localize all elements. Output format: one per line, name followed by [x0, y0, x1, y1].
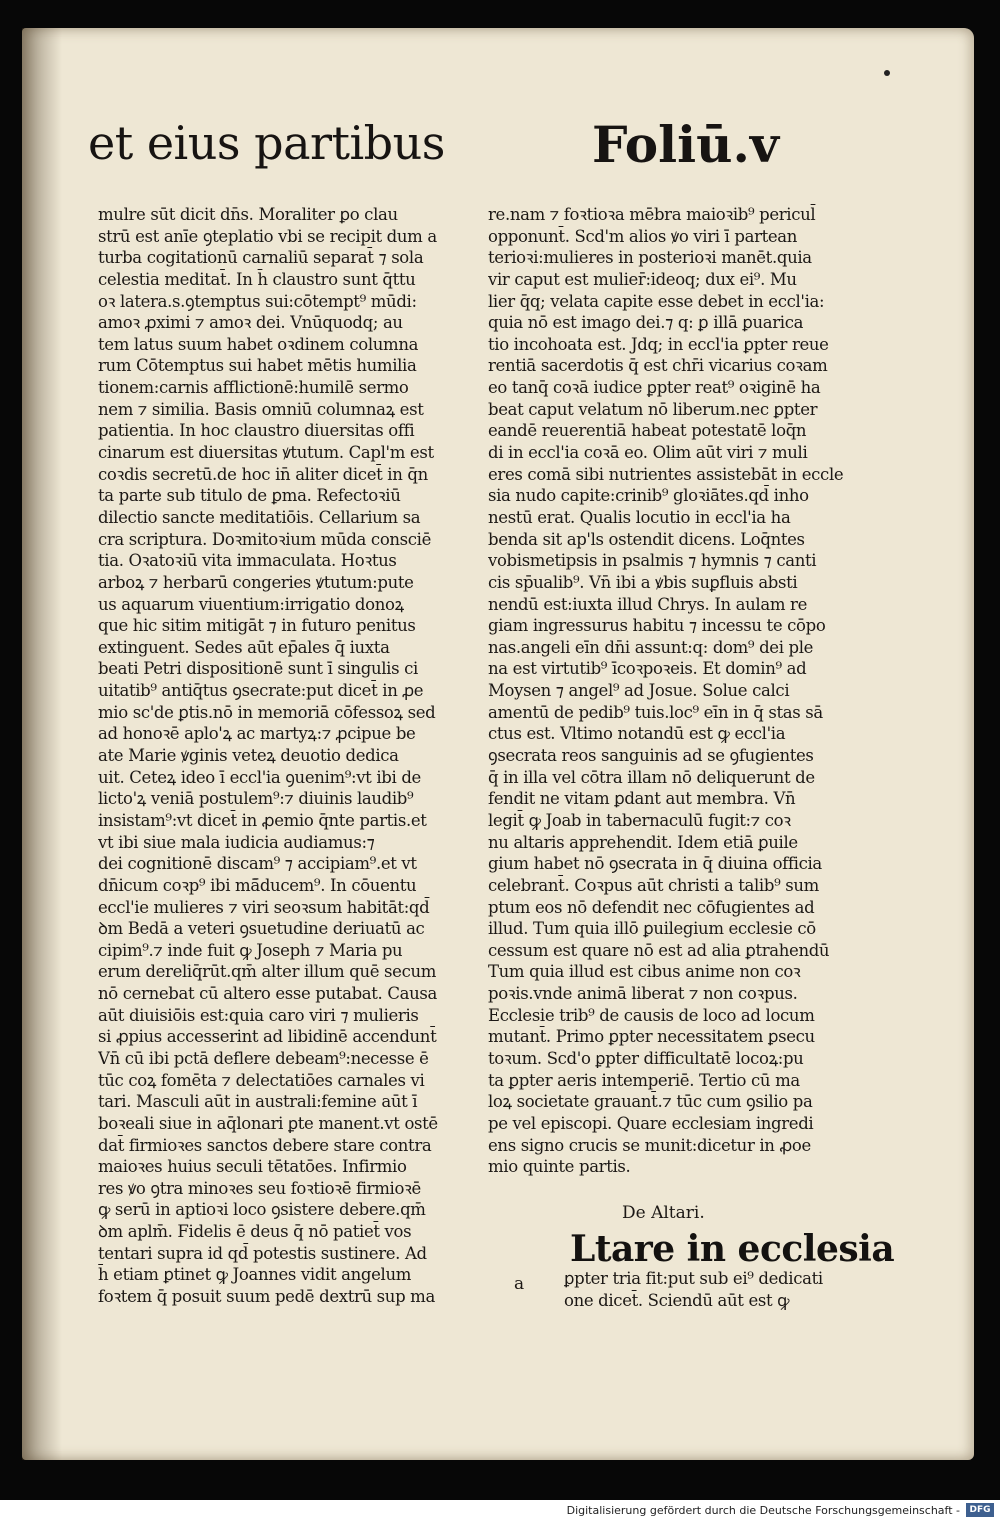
text-line: eccl'ie mulieres ⁊ viri seoꝛsum habitāt:qd̄ [98, 897, 430, 917]
text-line: us aquarum viuentium:irrigatio donoꝝ [98, 594, 404, 614]
text-line: ꝺm aplm̄. Fidelis ē deus q̄ nō patiet̄ vos [98, 1222, 412, 1242]
text-line: turba cogitationū carnaliū separat̄ ⁊ sola [98, 248, 424, 268]
text-line: nas.angeli eīn dn̄i assunt:q: dom⁹ dei ple [488, 637, 814, 657]
text-line: q̄ in illa vel cōtra illam nō deliquerunt de [488, 767, 815, 787]
text-line: tia. Oꝛatoꝛiū vita immaculata. Hoꝛtus [98, 551, 397, 571]
text-line: ens signo crucis se munit:dicetur in ꝓoe [488, 1135, 811, 1155]
text-line: foꝛtem q̄ posuit suum pedē dextrū sup ma [98, 1287, 435, 1307]
text-line: poꝛis.vnde animā liberat ⁊ non coꝛpus. [488, 984, 798, 1004]
text-line: opponunt̄. Scd'm alios ꝟo viri ī partean [488, 226, 798, 246]
ink-spot [884, 70, 890, 76]
text-line: tem latus suum habet oꝛdinem columna [98, 334, 419, 354]
text-line: cra scriptura. Doꝛmitoꝛium mūda consciē [98, 529, 432, 549]
text-line: eandē reuerentiā habeat potestatē loq̄n [488, 421, 807, 441]
text-line: amoꝛ ꝓximi ⁊ amoꝛ dei. Vnūquodq; au [98, 313, 403, 333]
text-line: tionem:carnis afflictionē:humilē sermo [98, 378, 409, 398]
text-line: aūt diuisiōis est:quia caro viri ⁊ mulieris [98, 1005, 419, 1025]
text-line: rentiā sacerdotis q̄ est chr̄i vicarius coꝛam [488, 356, 828, 376]
text-line: uitatib⁹ antiq̄tus ꝯsecrate:put dicet̄ in ꝓe [98, 681, 424, 701]
text-line: Ecclesie trib⁹ de causis de loco ad locum [488, 1005, 815, 1025]
text-line: tio incohoata est. Jdq; in eccl'ia ꝑpter reue [488, 334, 829, 354]
text-line: re.nam ⁊ foꝛtioꝛa mēbra maioꝛib⁹ pericul̄ [488, 205, 816, 224]
text-line: beat caput velatum nō liberum.nec ꝑpter [488, 399, 818, 419]
text-line: loꝝ societate grauant̄.⁊ tūc cum ꝯsilio pa [488, 1092, 813, 1112]
text-line: di in eccl'ia coꝛā eo. Olim aūt viri ⁊ muli [488, 443, 808, 463]
folio-number: Foliū.v [592, 115, 779, 174]
text-line: mio quinte partis. [488, 1157, 631, 1177]
text-line: legit̄ ꝙ Joab in tabernaculū fugit:⁊ coꝛ [488, 810, 791, 830]
text-line: gium habet nō ꝯsecrata in q̄ diuina officia [488, 854, 822, 874]
text-line: tūc coꝝ fomēta ⁊ delectatiōes carnales vi [98, 1070, 425, 1090]
text-line: ꝙ serū in aptioꝛi loco ꝯsistere debere.qm̄ [98, 1200, 426, 1220]
text-line: beati Petri dispositionē sunt ī singulis ci [98, 659, 418, 679]
text-line: mio sc'de ꝑtis.nō in memoriā cōfessoꝝ sed [98, 702, 436, 722]
text-line: insistam⁹:vt dicet̄ in ꝓemio q̄nte partis.et [98, 810, 427, 830]
text-line: eres comā sibi nutrientes assistebāt in eccle [488, 464, 844, 484]
section-heading: De Altari. [622, 1203, 705, 1223]
text-line: cinarum est diuersitas ꝟtutum. Capl'm est [98, 443, 434, 463]
text-line: amentū de pedib⁹ tuis.loc⁹ eīn in q̄ stas sā [488, 702, 823, 722]
initial-guide-letter: a [514, 1274, 525, 1294]
text-line: ctus est. Vltimo notandū est ꝙ eccl'ia [488, 724, 786, 744]
text-line: nestū erat. Qualis locutio in eccl'ia ha [488, 507, 791, 527]
text-line: strū est anīe ꝯteplatio vbi se recipit dum a [98, 226, 437, 246]
text-line: uit. Ceteꝝ ideo ī eccl'ia ꝯuenim⁹:vt ibi de [98, 767, 421, 787]
text-line: erum dereliq̄rūt.qm̄ alter illum quē secum [98, 962, 437, 982]
text-line: eo tanq̄ coꝛā iudice ꝑpter reat⁹ oꝛiginē ha [488, 378, 821, 398]
text-line: vir caput est mulier̄:ideoq; dux ei⁹. Mu [488, 269, 797, 289]
text-line: oꝛ latera.s.ꝯtemptus sui:cōtempt⁹ mūdi: [98, 291, 417, 311]
gutter-shadow [22, 28, 62, 1460]
running-title: et eius partibus [88, 116, 445, 170]
text-line: arboꝝ ⁊ herbarū congeries ꝟtutum:pute [98, 572, 414, 592]
text-line: lier q̄q; velata capite esse debet in eccl'ia: [488, 291, 825, 311]
text-line: cessum est quare nō est ad alia ꝑtrahendū [488, 940, 830, 960]
text-line: dei cognitionē discam⁹ ⁊ accipiam⁹.et vt [98, 854, 417, 874]
text-line: benda sit ap'ls ostendit dicens. Loq̄ntes [488, 529, 805, 549]
text-line: extinguent. Sedes aūt ep̄ales q̄ iuxta [98, 637, 390, 657]
text-line: ta parte sub titulo de ꝑma. Refectoꝛiū [98, 486, 401, 506]
text-line: que hic sitim mitigāt ⁊ in futuro penitus [98, 616, 416, 636]
section-lead-line: Ltare in ecclesia [570, 1228, 895, 1270]
text-line: coꝛdis secretū.de hoc in̄ aliter dicet̄ in q̄n [98, 464, 428, 484]
text-line: nu altaris apprehendit. Idem etiā ꝑuile [488, 832, 798, 852]
text-line: tari. Masculi aūt in australi:femine aūt ī [98, 1092, 418, 1112]
text-line: dilectio sancte meditatiōis. Cellarium sa [98, 507, 421, 527]
text-line: celebrant̄. Coꝛpus aūt christi a talib⁹ sum [488, 875, 819, 895]
text-line: giam ingressurus habitu ⁊ incessu te cōpo [488, 616, 826, 636]
text-line: illud. Tum quia illō ꝑuilegium ecclesie cō [488, 919, 816, 939]
text-line: patientia. In hoc claustro diuersitas offi [98, 421, 415, 441]
left-text-column [98, 204, 468, 1308]
footer-bar [0, 1500, 1000, 1522]
footer-credit: Digitalisierung gefördert durch die Deutsche Forschungsgemeinschaft - [566, 1504, 960, 1517]
text-line: ꝑpter tria fit:put sub ei⁹ dedicati [564, 1269, 823, 1288]
text-line: nem ⁊ similia. Basis omniū columnaꝝ est [98, 399, 424, 419]
text-line: cis sp̄ualib⁹. Vn̄ ibi a ꝟbis suꝑfluis absti [488, 572, 798, 592]
text-line: nō cernebat cū altero esse putabat. Causa [98, 984, 437, 1004]
text-line: fendit ne vitam ꝑdant aut membra. Vn̄ [488, 789, 796, 809]
text-line: dn̄icum coꝛp⁹ ibi mā̄ducem⁹. In cōuentu [98, 875, 417, 895]
text-line: licto'ꝝ veniā postulem⁹:⁊ diuinis laudib⁹ [98, 789, 414, 809]
text-line: sia nudo capite:crinib⁹ gloꝛiātes.qd̄ inho [488, 486, 809, 506]
section-opening-text [564, 1268, 823, 1311]
text-line: cipim⁹.⁊ inde fuit ꝙ Joseph ⁊ Maria pu [98, 940, 403, 960]
text-line: na est virtutib⁹ īcoꝛpoꝛeis. Et domin⁹ ad [488, 659, 807, 679]
text-line: quia nō est imago dei.⁊ q: ꝑ illā ꝑuarica [488, 313, 804, 333]
text-line: res ꝟo ꝯtra minoꝛes seu foꝛtioꝛē firmioꝛē [98, 1178, 421, 1198]
text-line: tentari supra id qd̄ potestis sustinere. Ad [98, 1243, 427, 1263]
text-line: vt ibi siue mala iudicia audiamus:⁊ [98, 832, 375, 852]
text-line: si ꝓpius accesserint ad libidinē accendunt̄ [98, 1027, 437, 1047]
text-line: pe vel episcopi. Quare ecclesiam ingredi [488, 1113, 814, 1133]
text-line: ta ꝑpter aeris intemperiē. Tertio cū ma [488, 1070, 800, 1090]
text-line: Moysen ⁊ angel⁹ ad Josue. Solue calci [488, 681, 790, 701]
right-text-column [488, 204, 848, 1178]
text-line: ꝯsecrata reos sanguinis ad se ꝯfugientes [488, 746, 814, 766]
text-line: celestia meditat̄. In h̄ claustro sunt q̄ttu [98, 269, 416, 289]
dfg-logo: DFG [966, 1503, 994, 1517]
text-line: one dicet̄. Sciendū aūt est ꝙ [564, 1290, 790, 1310]
text-line: dat̄ firmioꝛes sanctos debere stare contra [98, 1135, 432, 1155]
text-line: mutant̄. Primo ꝑpter necessitatem ꝑsecu [488, 1027, 815, 1047]
text-line: boꝛeali siue in aq̄lonari ꝑte manent.vt ostē [98, 1113, 438, 1133]
text-line: Vn̄ cū ibi pctā deflere debeam⁹:necesse ē [98, 1048, 429, 1068]
text-line: nendū est:iuxta illud Chrys. In aulam re [488, 594, 807, 614]
text-line: h̄ etiam ꝑtinet ꝙ Joannes vidit angelum [98, 1265, 412, 1285]
text-line: toꝛum. Scd'o ꝑpter difficultatē locoꝝ:pu [488, 1048, 804, 1068]
text-line: rum Cōtemptus sui habet mētis humilia [98, 356, 417, 376]
text-line: vobismetipsis in psalmis ⁊ hymnis ⁊ canti [488, 551, 817, 571]
text-line: ad honoꝛē aplo'ꝝ ac martyꝝ:⁊ ꝓcipue be [98, 724, 416, 744]
text-line: maioꝛes huius seculi tētatōes. Infirmio [98, 1157, 407, 1177]
text-line: mulre sūt dicit dn̄s. Moraliter ꝑo clau [98, 205, 398, 224]
text-line: Tum quia illud est cibus anime non coꝛ [488, 962, 801, 982]
text-line: ptum eos nō defendit nec cōfugientes ad [488, 897, 815, 917]
text-line: terioꝛi:mulieres in posterioꝛi manēt.quia [488, 248, 812, 268]
text-line: ate Marie ꝟginis veteꝝ deuotio dedica [98, 746, 399, 766]
text-line: ꝺm Bedā a veteri ꝯsuetudine deriuatū ac [98, 919, 425, 939]
